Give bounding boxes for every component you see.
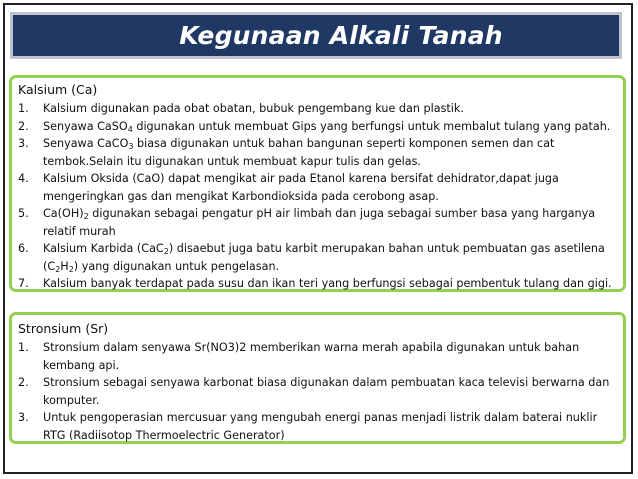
calcium-list: [18, 100, 615, 293]
subscript: 2: [83, 212, 89, 221]
list-item-number: 3.: [18, 137, 29, 150]
list-item-number: 1.: [18, 102, 29, 115]
list-item: [18, 339, 615, 374]
strontium-panel: [9, 312, 626, 444]
list-item-text: Stronsium dalam senyawa Sr(NO3)2 memberikan warna merah apabila digunakan untuk bahan kembang api.: [43, 341, 580, 372]
slide-title: Kegunaan Alkali Tanah: [179, 21, 503, 50]
list-item-number: 7.: [18, 277, 29, 290]
list-item-text: Kalsium Karbida (CaC: [43, 242, 164, 255]
list-item: [18, 374, 615, 409]
list-item-number: 5.: [18, 207, 29, 220]
subscript: 4: [127, 124, 133, 134]
list-item: [18, 205, 615, 240]
list-item-number: 1.: [18, 341, 29, 354]
list-item-text: digunakan untuk membuat Gips yang berfungsi untuk membalut tulang yang patah.: [132, 119, 611, 133]
strontium-list: [18, 339, 615, 444]
list-item-text: Kalsium digunakan pada obat obatan, bubuk pengembang kue dan plastik.: [43, 102, 464, 115]
list-item-text: digunakan sebagai pengatur pH air limbah dan juga sebagai sumber basa yang harganya relatif murah: [43, 207, 596, 238]
list-item-text: Senyawa CaCO: [43, 137, 129, 150]
list-item-text: biasa digunakan untuk bahan bangunan seperti komponen semen dan cat tembok.Selain itu digunakan untuk membuat kapur tulis dan gelas.: [43, 137, 555, 168]
list-item-text: Kalsium banyak terdapat pada susu dan ikan teri yang berfungsi sebagai pembentuk tulang dan gigi.: [43, 277, 612, 290]
strontium-heading: Stronsium (Sr): [18, 321, 109, 336]
subscript: 2: [163, 247, 169, 256]
list-item: [18, 275, 615, 293]
list-item-number: 3.: [18, 411, 29, 424]
list-item-text: Senyawa CaSO: [43, 119, 128, 133]
calcium-heading: Kalsium (Ca): [18, 82, 98, 97]
list-item: [18, 100, 615, 118]
list-item: [18, 240, 615, 275]
list-item-text: ) yang digunakan untuk pengelasan.: [73, 259, 280, 273]
calcium-panel: [9, 75, 626, 292]
list-item-number: 6.: [18, 242, 29, 255]
list-item-text: Stronsium sebagai senyawa karbonat biasa digunakan dalam pembuatan kaca televisi berwarna dan komputer.: [43, 376, 610, 407]
title-bar: [10, 12, 622, 59]
subscript: 2: [68, 264, 74, 274]
list-item-text: Ca(OH): [43, 207, 84, 220]
list-item-text: H: [60, 259, 69, 273]
list-item-number: 2.: [18, 376, 29, 389]
list-item-number: 2.: [18, 119, 29, 133]
list-item-number: 4.: [18, 172, 29, 185]
list-item: [18, 409, 615, 444]
list-item: [18, 135, 615, 170]
list-item-text: ) disaebut juga batu karbit merupakan bahan untuk pembuatan gas asetilena (C: [43, 242, 605, 273]
list-item-text: Kalsium Oksida (CaO) dapat mengikat air pada Etanol karena bersifat dehidrator,dapat juga mengeringkan gas dan mengikat Karbondioksida pada cerobong asap.: [43, 172, 559, 203]
list-item: [18, 118, 615, 136]
subscript: 3: [128, 142, 134, 151]
list-item: [18, 170, 615, 205]
subscript: 2: [55, 264, 61, 274]
list-item-text: Untuk pengoperasian mercusuar yang mengubah energi panas menjadi listrik dalam baterai nuklir RTG (Radiisotop Thermoelectric Generator): [43, 411, 598, 442]
